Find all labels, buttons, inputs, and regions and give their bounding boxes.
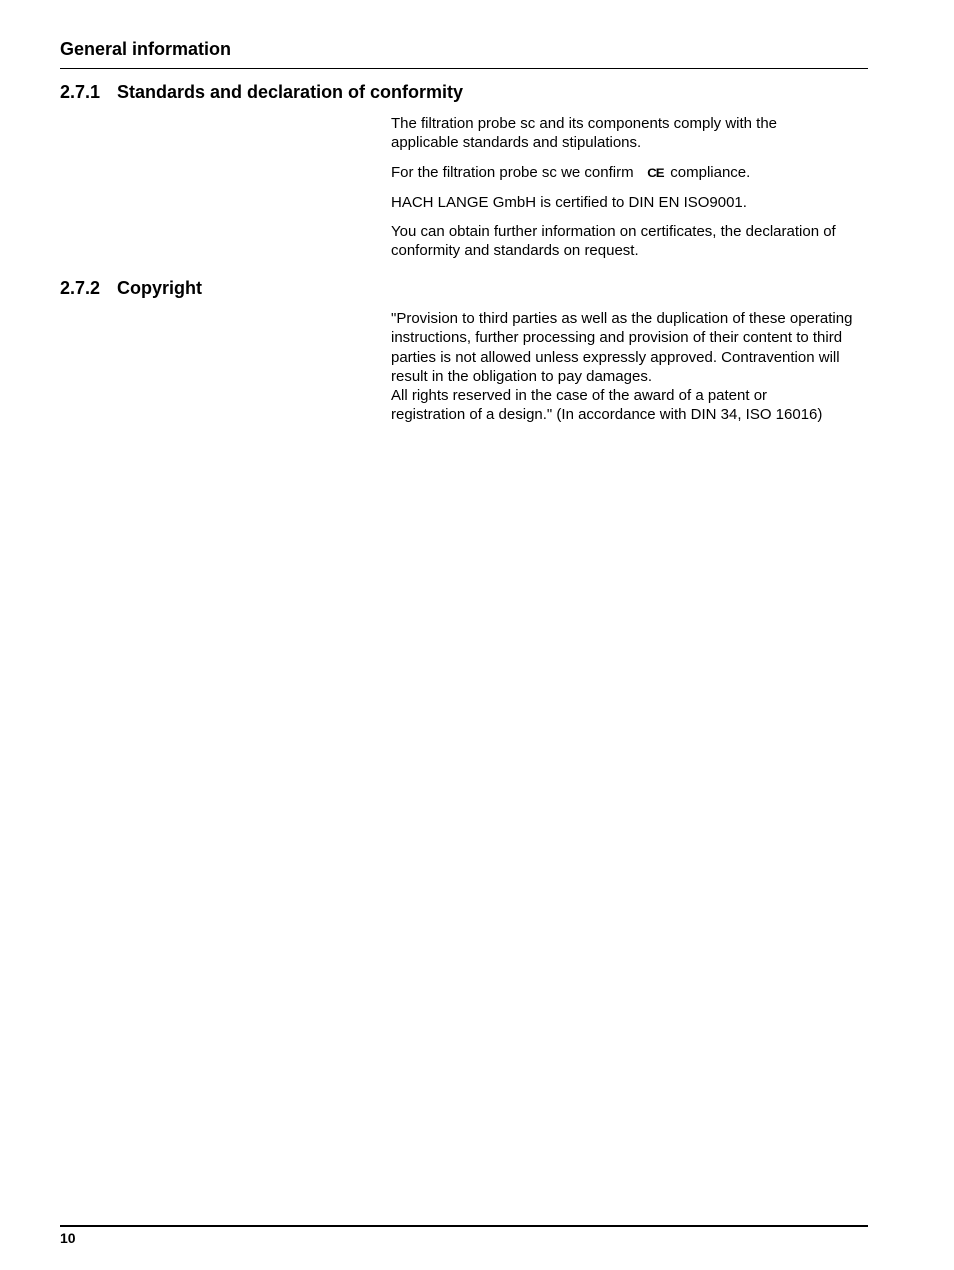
section-heading-standards [60, 81, 463, 103]
section-body-standards [391, 114, 871, 271]
footer-divider [60, 1225, 868, 1227]
paragraph: You can obtain further information on certificates, the declaration of conformity and standards on request. [391, 223, 836, 260]
section-number: 2.7.1 [60, 82, 101, 102]
ce-mark-icon: CE [646, 165, 663, 180]
page-number: 10 [60, 1230, 76, 1246]
paragraph: The filtration probe sc and its components comply with the applicable standards and stipulations. [391, 115, 778, 152]
copyright-paragraph: "Provision to third parties as well as the duplication of these operating instructions, further processing and provision of their content to third parties is not allowed unless expressly approved. Contravention will result in the obligation to pay damages. [391, 310, 853, 385]
running-header-title: General information [60, 39, 232, 59]
copyright-paragraph: All rights reserved in the case of the award of a patent or registration of a design." (In accordance with DIN 34, ISO 16016) [391, 387, 823, 424]
paragraph: HACH LANGE GmbH is certified to DIN EN ISO9001. [391, 193, 747, 211]
paragraph-ce-compliance: For the filtration probe sc we confirm CE compliance. [391, 163, 871, 183]
section-title: Standards and declaration of conformity [117, 82, 464, 102]
section-heading-copyright [60, 277, 202, 299]
section-number: 2.7.2 [60, 278, 101, 298]
header-divider [60, 68, 868, 69]
section-body-copyright [391, 309, 861, 425]
section-title: Copyright [117, 278, 202, 298]
